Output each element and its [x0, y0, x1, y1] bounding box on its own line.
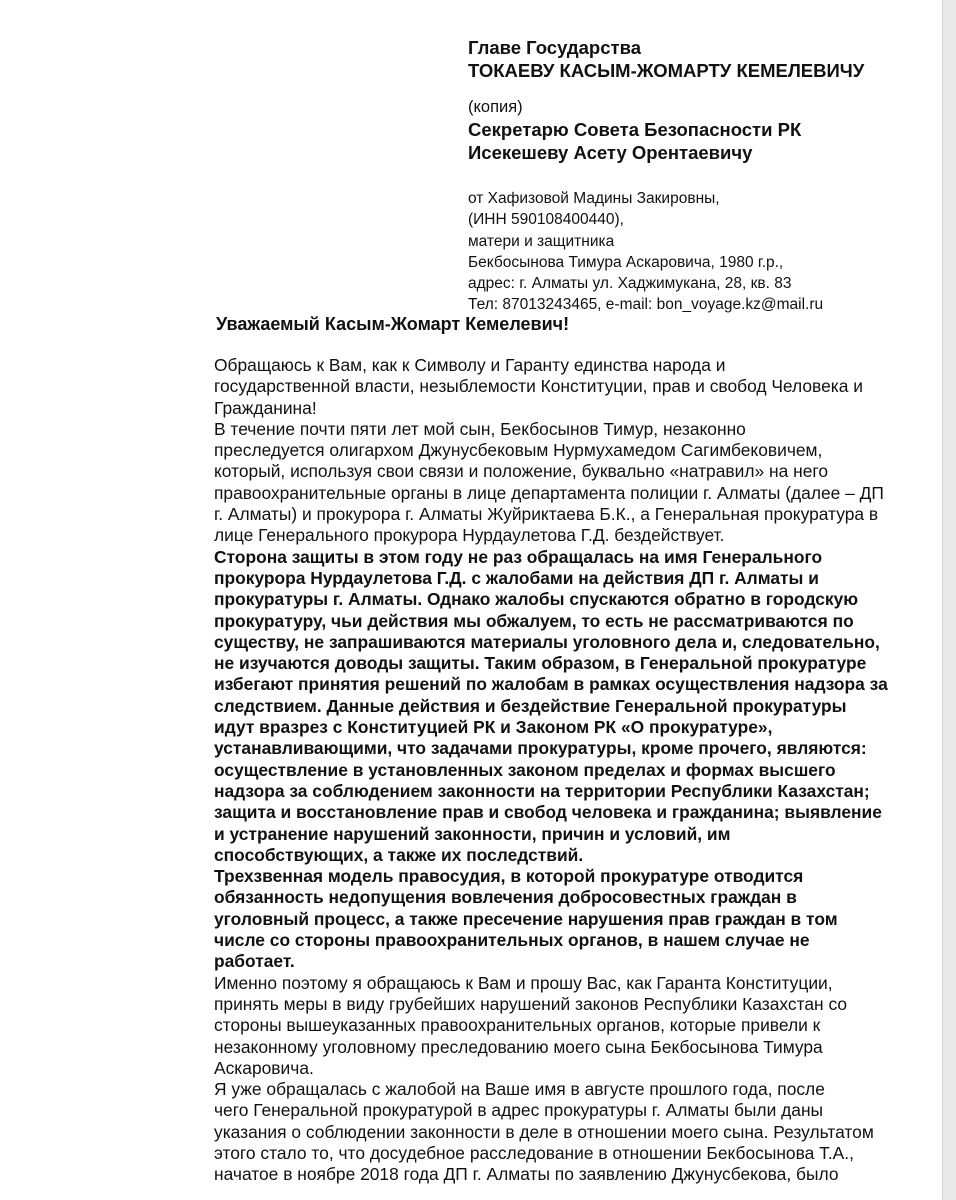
text-line: Я уже обращалась с жалобой на Ваше имя в августе прошлого года, после — [214, 1079, 825, 1100]
text-line: устанавливающими, что задачами прокуратуры, кроме прочего, являются: — [214, 738, 867, 759]
text-line: прокурора Нурдаулетова Г.Д. с жалобами на действия ДП г. Алматы и — [214, 567, 819, 588]
text-line: стороны вышеуказанных правоохранительных органов, которые привели к — [214, 1015, 821, 1036]
paragraph-3-bold — [164, 546, 888, 866]
sender-block — [468, 188, 928, 316]
addressee-name: ТОКАЕВУ КАСЫМ-ЖОМАРТУ КЕМЕЛЕВИЧУ — [468, 60, 865, 81]
copy-label: (копия) — [468, 98, 523, 116]
sender-line: от Хафизовой Мадины Закировны, — [468, 190, 720, 207]
text-line: преследуется олигархом Джунусбековым Нурмухамедом Сагимбековичем, — [214, 440, 823, 461]
text-line: который, используя свои связи и положение, буквально «натравил» на него — [214, 461, 829, 482]
text-line: осуществление в установленных законом пределах и формах высшего — [214, 759, 836, 780]
addressee-block — [468, 36, 928, 316]
text-line: правоохранительные органы в лице департамента полиции г. Алматы (далее – ДП — [214, 482, 884, 503]
text-line: г. Алматы) и прокурора г. Алматы Жуйриктаева Б.К., а Генеральная прокуратура в — [214, 504, 879, 525]
text-line: защита и восстановление прав и свобод человека и гражданина; выявление — [214, 802, 882, 823]
text-line: лице Генерального прокурора Нурдаулетова Г.Д. бездействует. — [214, 525, 725, 546]
text-line: принять меры в виду грубейших нарушений законов Республики Казахстан со — [214, 993, 848, 1014]
text-line: не изучаются доводы защиты. Таким образом, в Генеральной прокуратуре — [214, 653, 867, 674]
text-line: государственной власти, незыблемости Конституции, прав и свобод Человека и — [214, 376, 863, 397]
sender-line: Бекбосынова Тимура Аскаровича, 1980 г.р., — [468, 253, 784, 271]
text-line: указания о соблюдении законности в деле в отношении моего сына. Результатом — [214, 1121, 874, 1142]
copy-recipient-title: Секретарю Совета Безопасности РК — [468, 119, 802, 140]
text-line: и устранение нарушений законности, причин и условий, им — [214, 823, 731, 844]
text-line: избегают принятия решений по жалобам в рамках осуществления надзора за — [214, 674, 888, 695]
text-line: Именно поэтому я обращаюсь к Вам и прошу Вас, как Гаранта Конституции, — [214, 972, 833, 993]
text-line: Трехзвенная модель правосудия, в которой прокуратуре отводится — [214, 866, 804, 887]
text-line: идут вразрез с Конституцией РК и Законом РК «О прокуратуре», — [214, 717, 773, 738]
text-line: способствующих, а также их последствий. — [214, 844, 584, 865]
text-line: следствием. Данные действия и бездействие Генеральной прокуратуры — [214, 695, 847, 716]
text-line: начатое в ноябре 2018 года ДП г. Алматы по заявлению Джунусбекова, было — [214, 1164, 839, 1185]
text-line: обязанность недопущения вовлечения добросовестных граждан в — [214, 887, 797, 908]
text-line: Сторона защиты в этом году не раз обращалась на имя Генерального — [214, 546, 823, 567]
text-line: работает. — [214, 951, 295, 972]
text-line: чего Генеральной прокуратурой в адрес прокуратуры г. Алматы были даны — [214, 1100, 824, 1121]
text-line: Обращаюсь к Вам, как к Символу и Гаранту единства народа и — [214, 355, 726, 375]
paragraph-5 — [164, 973, 854, 1079]
paragraph-1 — [164, 355, 863, 419]
text-line: Гражданина! — [214, 397, 317, 418]
text-line: числе со стороны правоохранительных органов, в нашем случае не — [214, 930, 810, 951]
text-line: прокуратуры г. Алматы. Однако жалобы спускаются обратно в городскую — [214, 589, 859, 610]
text-line: надзора за соблюдением законности на территории Республики Казахстан; — [214, 780, 870, 801]
sender-line: Тел: 87013243465, e-mail: bon_voyage.kz@mail.ru — [468, 296, 824, 314]
paragraph-4-bold — [164, 866, 854, 972]
copy-recipient-name: Исекешеву Асету Орентаевичу — [468, 142, 753, 163]
paragraph-2 — [164, 418, 884, 547]
text-line: В течение почти пяти лет мой сын, Бекбосынов Тимур, незаконно — [214, 418, 746, 439]
text-line: уголовный процесс, а также пресечение нарушения прав граждан в том — [214, 908, 838, 929]
addressee-title: Главе Государства — [468, 37, 642, 58]
text-line: существу, не запрашиваются материалы уголовного дела и, следовательно, — [214, 631, 880, 652]
salutation: Уважаемый Касым-Жомарт Кемелевич! — [216, 314, 570, 334]
text-line: незаконному уголовному преследованию моего сына Бекбосынова Тимура — [214, 1036, 823, 1057]
letter-body — [164, 355, 888, 1186]
sender-line: адрес: г. Алматы ул. Хаджимукана, 28, кв. 83 — [468, 275, 792, 293]
paragraph-6 — [164, 1079, 874, 1185]
text-line: прокуратуру, чьи действия мы обжалуем, то есть не рассматриваются по — [214, 610, 854, 631]
page-edge — [942, 0, 956, 1200]
sender-line: матери и защитника — [468, 232, 615, 250]
text-line: Аскаровича. — [214, 1057, 314, 1078]
sender-line: (ИНН 590108400440), — [468, 211, 624, 229]
text-line: этого стало то, что досудебное расследование в отношении Бекбосынова Т.А., — [214, 1142, 854, 1163]
